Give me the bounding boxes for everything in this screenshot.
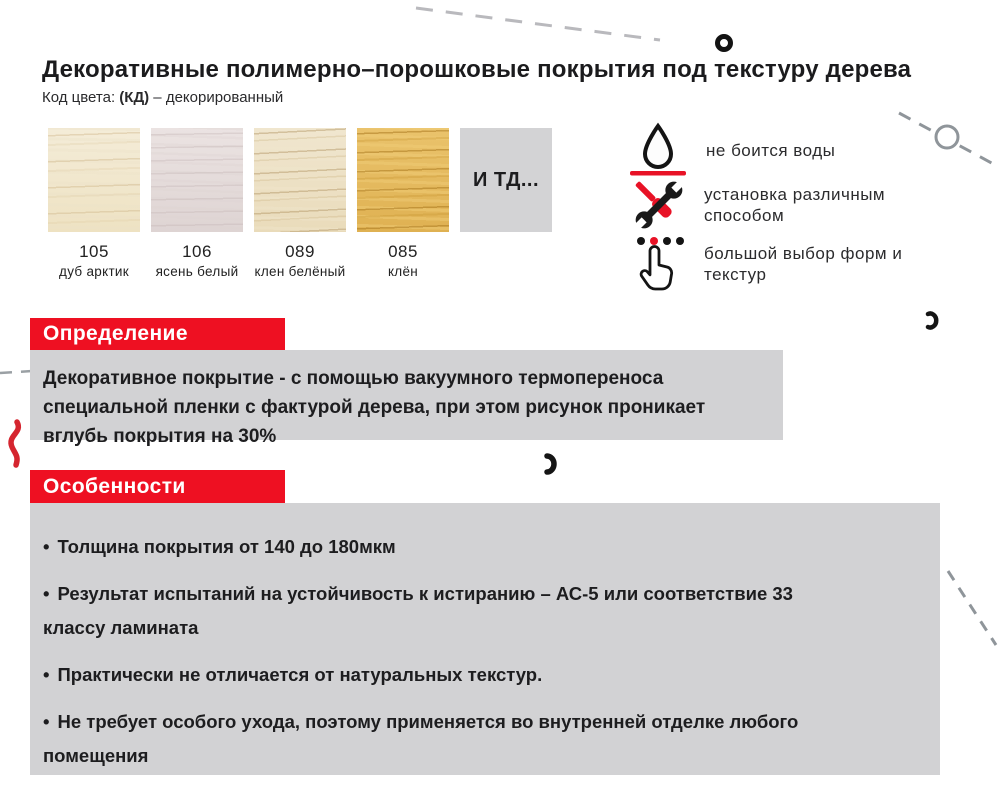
feature-item: • Не требует особого ухода, поэтому применяется во внутренней отделке любого помещения — [43, 705, 820, 773]
tools-icon — [628, 176, 690, 234]
feature-item: • Результат испытаний на устойчивость к истиранию – АС-5 или соответствие 33 классу ламината — [43, 577, 820, 645]
swatch-name: клен белёный — [254, 264, 346, 279]
comma-mark-middle — [540, 452, 560, 478]
etc-box: И ТД... — [460, 128, 552, 232]
page-title: Декоративные полимерно–порошковые покрытия под текстуру дерева — [42, 56, 912, 83]
swatch-code: 105 — [79, 242, 109, 261]
definition-text-box: Декоративное покрытие - с помощью вакуумного термопереноса специальной пленки с фактурой дерева, при этом рисунок проникает вглубь покрытия на 30% — [30, 350, 783, 440]
color-code-value: (КД) — [119, 89, 150, 106]
swatch-row — [48, 128, 552, 279]
hand-pointer-icon — [632, 231, 692, 297]
swatch-code: 089 — [285, 242, 315, 261]
comma-mark-right — [922, 310, 940, 332]
feature-item: • Толщина покрытия от 140 до 180мкм — [43, 530, 820, 564]
swatch-cell-etc — [460, 128, 552, 279]
donut-dot — [715, 34, 733, 52]
swatch-cell-085 — [357, 128, 449, 279]
swatch-name: ясень белый — [155, 264, 239, 279]
definition-header: Определение — [30, 318, 285, 350]
swatch-cell-106 — [151, 128, 243, 279]
icon-feature-label: установка различным способом — [704, 185, 886, 225]
icon-feature-water — [628, 122, 835, 178]
wood-swatch-image — [151, 128, 243, 232]
color-code-prefix: Код цвета: — [42, 89, 120, 106]
features-header: Особенности — [30, 470, 285, 503]
swatch-name: клён — [387, 264, 419, 279]
water-drop-icon — [628, 122, 688, 178]
right-lower-dashed-line — [940, 563, 1000, 651]
swatch-code: 085 — [388, 242, 418, 261]
icon-feature-label: не боится воды — [706, 140, 836, 160]
features-box — [30, 503, 940, 775]
icon-feature-choice — [632, 231, 919, 297]
color-code-suffix: – декорированный — [149, 89, 284, 106]
swatch-code: 106 — [182, 242, 212, 261]
wood-swatch-image — [357, 128, 449, 232]
features-list — [43, 530, 820, 773]
wood-swatch-image — [254, 128, 346, 232]
swatch-cell-089 — [254, 128, 346, 279]
top-dashed-line — [408, 2, 668, 47]
swatch-cell-105 — [48, 128, 140, 279]
swatch-name: дуб арктик — [59, 264, 129, 279]
wood-swatch-image — [48, 128, 140, 232]
color-code-note — [42, 89, 283, 106]
icon-feature-label: большой выбор форм и текстур — [704, 244, 903, 284]
right-dashed-circle — [893, 103, 1000, 175]
red-squiggle — [2, 418, 28, 470]
icon-feature-install — [628, 176, 909, 234]
feature-item: • Практически не отличается от натуральных текстур. — [43, 658, 820, 692]
